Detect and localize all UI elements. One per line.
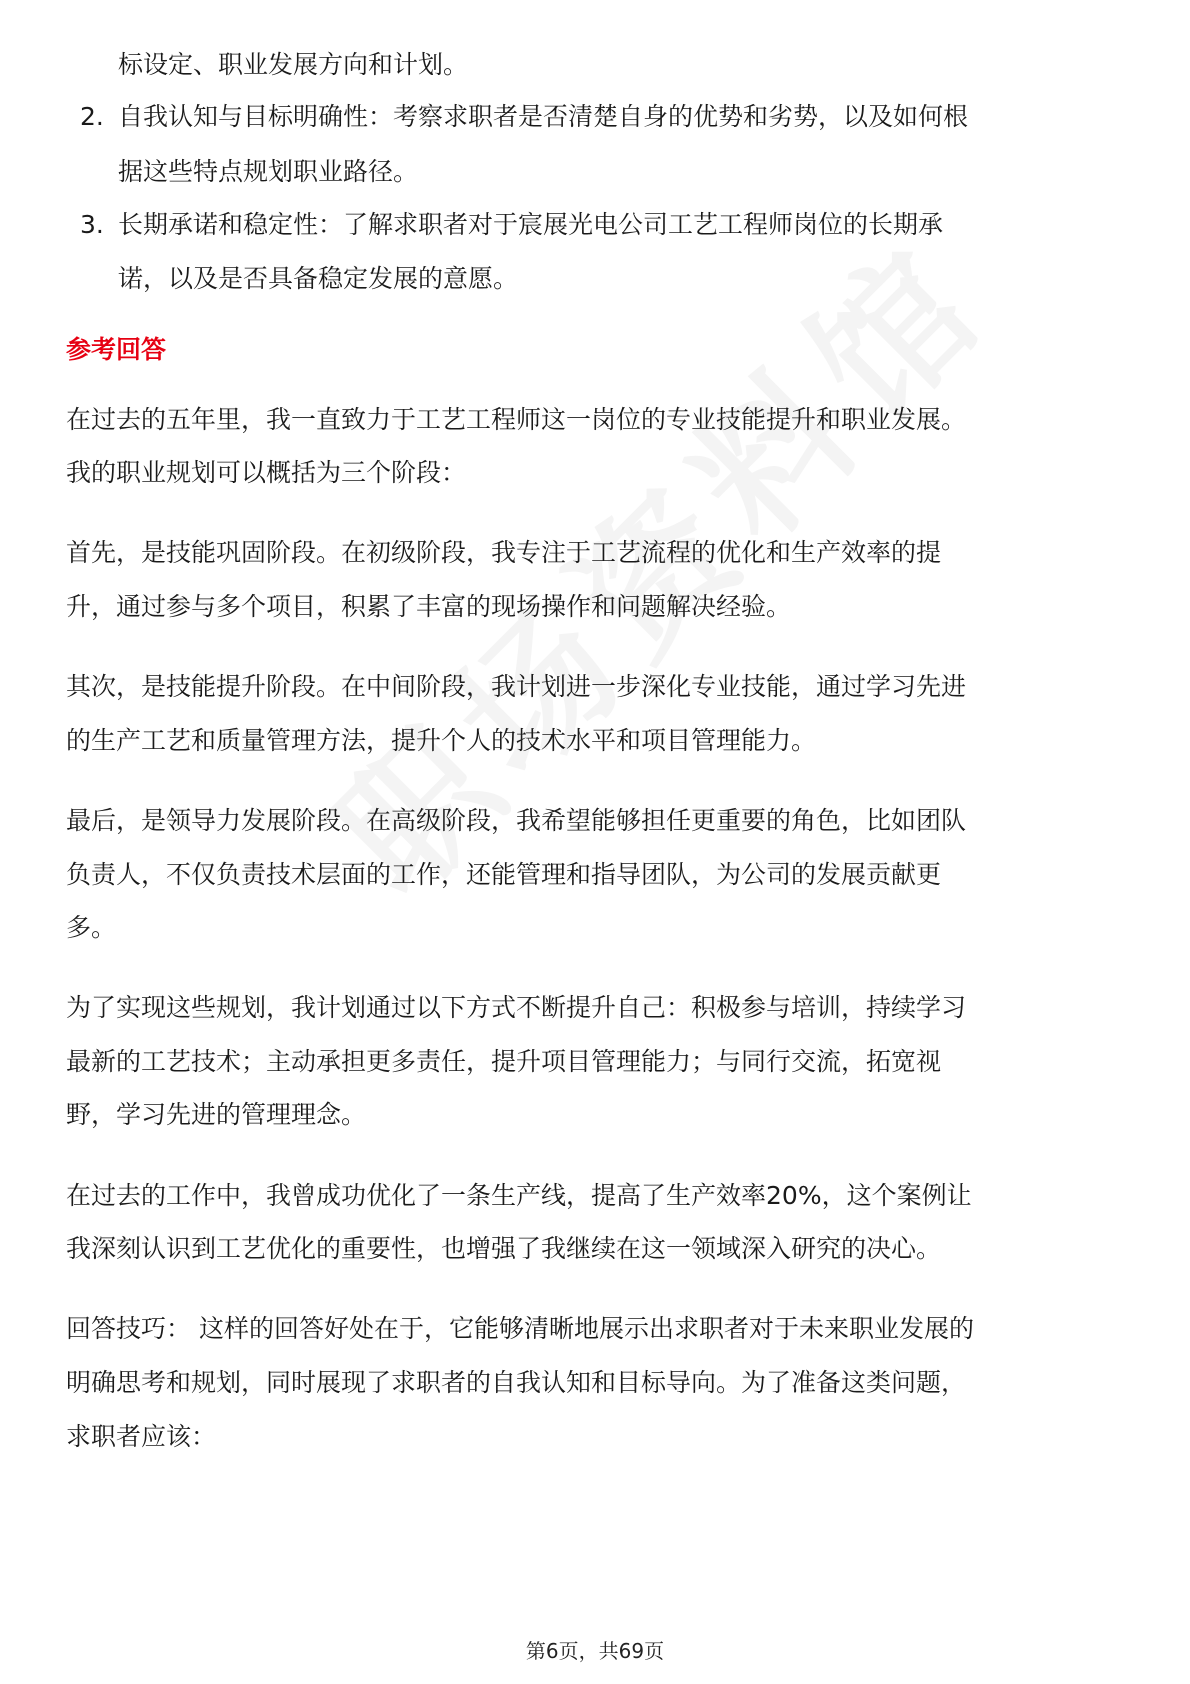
paragraph-1-line-1: 在过去的五年里，我一直致力于工艺工程师这一岗位的专业技能提升和职业发展。 bbox=[66, 405, 967, 434]
paragraph-5-line-1: 为了实现这些规划，我计划通过以下方式不断提升自己：积极参与培训，持续学习 bbox=[66, 993, 967, 1022]
paragraph-1-line-2: 我的职业规划可以概括为三个阶段： bbox=[66, 458, 467, 487]
paragraph-7-line-3: 求职者应该： bbox=[66, 1422, 217, 1451]
list-item-3-number: 3. bbox=[80, 210, 104, 239]
paragraph-6-line-2: 我深刻认识到工艺优化的重要性，也增强了我继续在这一领域深入研究的决心。 bbox=[66, 1234, 942, 1263]
list-item-2-line-2: 据这些特点规划职业路径。 bbox=[118, 157, 419, 186]
paragraph-3-line-2: 的生产工艺和质量管理方法，提升个人的技术水平和项目管理能力。 bbox=[66, 726, 817, 755]
paragraph-4-line-3: 多。 bbox=[66, 913, 117, 942]
paragraph-3-line-1: 其次，是技能提升阶段。在中间阶段，我计划进一步深化专业技能，通过学习先进 bbox=[66, 672, 967, 701]
list-item-2-line-1: 自我认知与目标明确性：考察求职者是否清楚自身的优势和劣势，以及如何根 bbox=[118, 102, 969, 131]
section-heading: 参考回答 bbox=[66, 335, 167, 364]
paragraph-2-line-1: 首先，是技能巩固阶段。在初级阶段，我专注于工艺流程的优化和生产效率的提 bbox=[66, 538, 942, 567]
paragraph-7-line-1: 回答技巧： 这样的回答好处在于，它能够清晰地展示出求职者对于未来职业发展的 bbox=[66, 1314, 974, 1343]
paragraph-5-line-2: 最新的工艺技术；主动承担更多责任，提升项目管理能力；与同行交流，拓宽视 bbox=[66, 1047, 942, 1076]
paragraph-7-line-2: 明确思考和规划，同时展现了求职者的自我认知和目标导向。为了准备这类问题， bbox=[66, 1368, 967, 1397]
page-footer: 第6页，共69页 bbox=[525, 1639, 665, 1663]
list-item-2-number: 2. bbox=[80, 102, 104, 131]
paragraph-4-line-2: 负责人，不仅负责技术层面的工作，还能管理和指导团队，为公司的发展贡献更 bbox=[66, 860, 942, 889]
list-item-3-line-2: 诺，以及是否具备稳定发展的意愿。 bbox=[118, 264, 519, 293]
list-item-3-line-1: 长期承诺和稳定性：了解求职者对于宸展光电公司工艺工程师岗位的长期承 bbox=[118, 210, 944, 239]
list-item-1-line-1: 标设定、职业发展方向和计划。 bbox=[118, 50, 469, 79]
paragraph-4-line-1: 最后，是领导力发展阶段。在高级阶段，我希望能够担任更重要的角色，比如团队 bbox=[66, 806, 967, 835]
paragraph-5-line-3: 野，学习先进的管理理念。 bbox=[66, 1100, 367, 1129]
paragraph-6-line-1: 在过去的工作中，我曾成功优化了一条生产线，提高了生产效率20%，这个案例让 bbox=[66, 1181, 972, 1210]
paragraph-2-line-2: 升，通过参与多个项目，积累了丰富的现场操作和问题解决经验。 bbox=[66, 592, 792, 621]
